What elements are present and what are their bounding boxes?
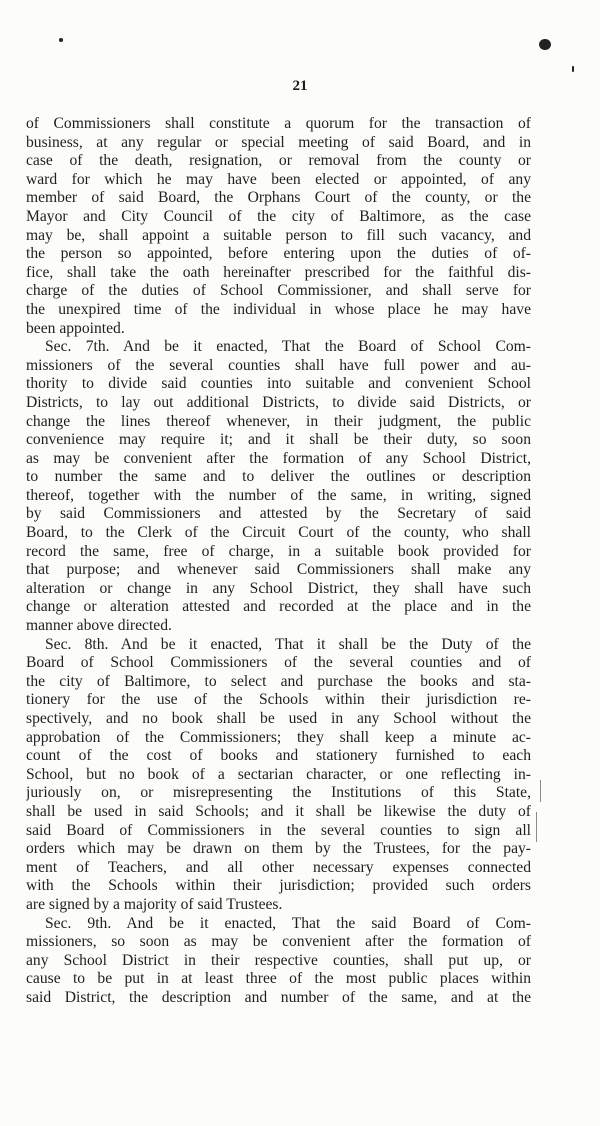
- margin-mark: [536, 812, 537, 842]
- text-line: said Board of Commissioners in the several counties to sign all: [26, 821, 531, 839]
- text-line: alteration or change in any School District, they shall have such: [26, 579, 531, 597]
- text-line: change the lines thereof whenever, in their judgment, the public: [26, 412, 531, 430]
- text-line: approbation of the Commissioners; they shall keep a minute ac-: [26, 728, 531, 746]
- text-line: with the Schools within their jurisdiction; provided such orders: [26, 877, 531, 895]
- text-line: that purpose; and whenever said Commissioners shall make any: [26, 561, 531, 579]
- text-line: change or alteration attested and recorded at the place and in the: [26, 598, 531, 616]
- text-line: the unexpired time of the individual in whose place he may have: [26, 300, 531, 318]
- margin-mark: [540, 780, 541, 802]
- ink-blot: [539, 39, 551, 50]
- text-line: the city of Baltimore, to select and purchase the books and sta-: [26, 672, 531, 690]
- text-line: as may be convenient after the formation of any School District,: [26, 449, 531, 467]
- text-line: are signed by a majority of said Trustees.: [26, 895, 283, 913]
- text-line: tionery for the use of the Schools within their jurisdiction re-: [26, 691, 531, 709]
- text-line: count of the cost of books and stationery furnished to each: [26, 747, 531, 765]
- text-line: Mayor and City Council of the city of Baltimore, as the case: [26, 207, 531, 225]
- text-line: Sec. 8th. And be it enacted, That it shall be the Duty of the: [45, 635, 531, 653]
- text-line: Sec. 7th. And be it enacted, That the Board of School Com-: [45, 338, 531, 356]
- text-line: case of the death, resignation, or removal from the county or: [26, 152, 531, 170]
- text-line: charge of the duties of School Commissioner, and shall serve for: [26, 282, 531, 300]
- text-line: Board, to the Clerk of the Circuit Court of the county, who shall: [26, 524, 531, 542]
- text-line: juriously on, or misrepresenting the Institutions of this State,: [26, 784, 531, 802]
- text-line: said District, the description and number of the same, and at the: [26, 988, 531, 1006]
- text-line: shall be used in said Schools; and it shall be likewise the duty of: [26, 802, 531, 820]
- text-line: convenience may require it; and it shall be their duty, so soon: [26, 431, 531, 449]
- text-line: Board of School Commissioners of the several counties and of: [26, 654, 531, 672]
- text-line: spectively, and no book shall be used in any School without the: [26, 710, 531, 727]
- text-line: orders which may be drawn on them by the Trustees, for the pay-: [26, 840, 531, 858]
- text-line: to number the same and to deliver the outlines or description: [26, 468, 531, 486]
- text-line: of Commissioners shall constitute a quorum for the transaction of: [26, 115, 531, 132]
- text-line: any School District in their respective counties, shall put up, or: [26, 951, 531, 969]
- text-line: the person so appointed, before entering upon the duties of of-: [26, 245, 531, 263]
- text-line: by said Commissioners and attested by the Secretary of said: [26, 505, 531, 523]
- text-line: member of said Board, the Orphans Court of the county, or the: [26, 189, 531, 207]
- text-line: been appointed.: [26, 319, 125, 337]
- text-line: School, but no book of a sectarian character, or one reflecting in-: [26, 765, 531, 783]
- text-line: ment of Teachers, and all other necessary expenses connected: [26, 858, 531, 876]
- text-line: cause to be put in at least three of the most public places within: [26, 970, 531, 988]
- text-line: business, at any regular or special meeting of said Board, and in: [26, 133, 531, 151]
- ink-speck: [572, 66, 574, 72]
- text-line: record the same, free of charge, in a suitable book provided for: [26, 542, 531, 560]
- text-line: Districts, to lay out additional Districts, to divide said Districts, or: [26, 393, 531, 411]
- text-line: thority to divide said counties into suitable and convenient School: [26, 375, 531, 393]
- ink-speck: [59, 38, 63, 42]
- text-line: Sec. 9th. And be it enacted, That the said Board of Com-: [45, 914, 531, 932]
- text-line: missioners of the several counties shall have full power and au-: [26, 356, 531, 374]
- text-line: missioners, so soon as may be convenient after the formation of: [26, 933, 531, 951]
- text-line: manner above directed.: [26, 617, 172, 635]
- page-number: 21: [292, 78, 308, 94]
- text-line: may be, shall appoint a suitable person to fill such vacancy, and: [26, 226, 531, 244]
- text-line: fice, shall take the oath hereinafter prescribed for the faithful dis-: [26, 263, 531, 281]
- text-line: thereof, together with the number of the same, in writing, signed: [26, 486, 531, 504]
- body-text: [26, 115, 531, 1008]
- text-line: ward for which he may have been elected or appointed, of any: [26, 170, 531, 188]
